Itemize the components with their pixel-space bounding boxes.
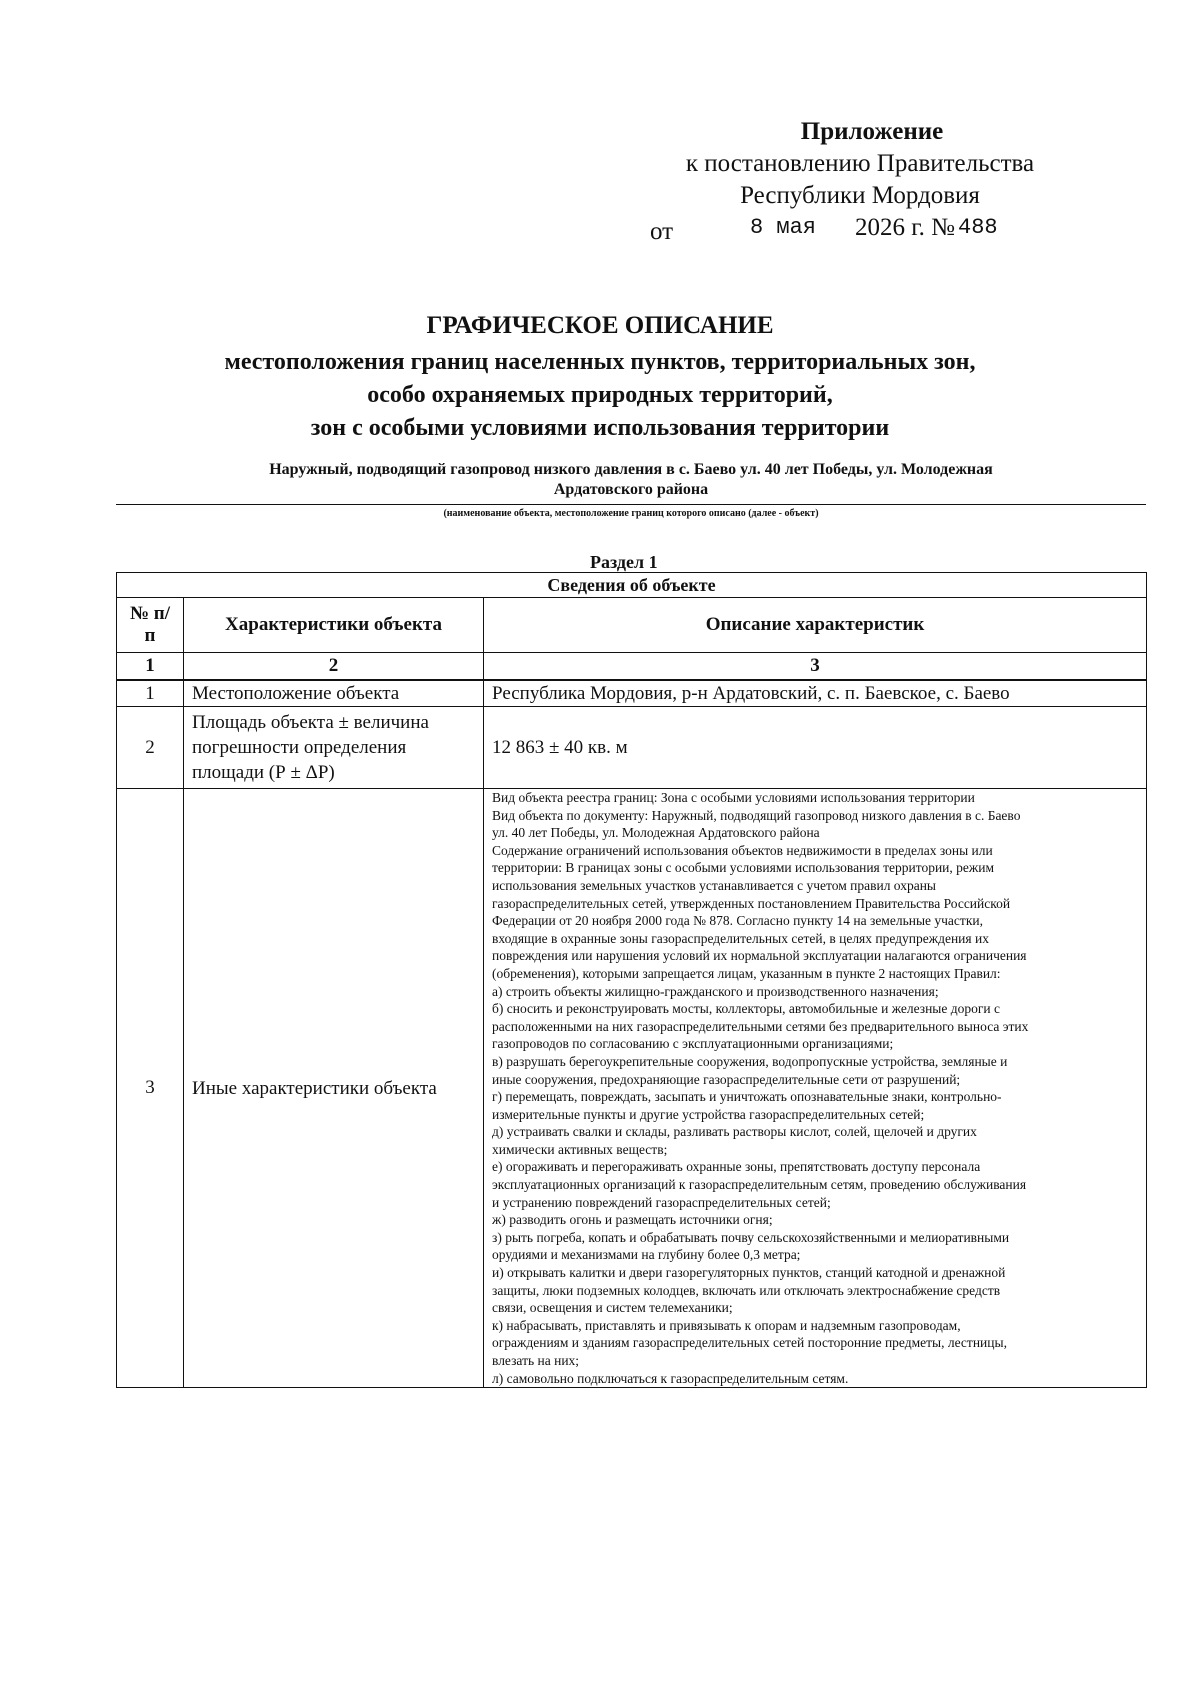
description-line: влезать на них;: [492, 1353, 580, 1368]
description-line: химически активных веществ;: [492, 1141, 668, 1157]
header-characteristic: Характеристики объекта: [184, 598, 484, 653]
row-number: 3: [117, 789, 184, 1388]
description-line: в) разрушать берегоукрепительные сооружения, водопропускные устройства, земляные и: [492, 1053, 1008, 1069]
description-line: использования земельных участков устанавливается с учетом правил охраны: [492, 877, 937, 893]
document-number: 488: [958, 215, 998, 240]
description-line: Вид объекта реестра границ: Зона с особыми условиями использования территории: [492, 790, 975, 805]
description-line: б) сносить и реконструировать мосты, коллекторы, автомобильные и железные дороги с: [492, 1001, 1000, 1017]
date-day-month: 8 мая: [750, 215, 817, 240]
description-line: иные сооружения, предохраняющие газораспределительные сети от разрушений;: [492, 1071, 961, 1087]
row-number: 1: [117, 681, 184, 707]
attachment-line-2: Республики Мордовия: [740, 182, 980, 209]
date-prefix: от: [650, 218, 674, 245]
description-line: входящие в охранные зоны газораспределительных сетей, в целях предупреждения их: [492, 930, 989, 946]
object-name-line: Наружный, подводящий газопровод низкого давления в с. Баево ул. 40 лет Победы, ул. Молодежная: [269, 461, 993, 478]
table-header-row: [117, 598, 1147, 653]
document-title: ГРАФИЧЕСКОЕ ОПИСАНИЕ: [426, 312, 774, 339]
object-name-underline: [116, 504, 1146, 505]
row-description-long: [484, 789, 1147, 1388]
attachment-line-1: к постановлению Правительства: [685, 150, 1035, 177]
description-line: территории: В границах зоны с особыми условиями использования территории, режим: [492, 860, 994, 876]
row-characteristic: Иные характеристики объекта: [184, 789, 484, 1388]
row-description: 12 863 ± 40 кв. м: [484, 707, 1147, 789]
description-line: л) самовольно подключаться к газораспределительным сетям.: [492, 1370, 849, 1386]
description-line: связи, освещения и систем телемеханики;: [492, 1300, 733, 1316]
date-year: 2026 г. №: [855, 214, 956, 241]
row-number: 2: [117, 707, 184, 789]
row-characteristic: Местоположение объекта: [184, 681, 484, 707]
description-line: газораспределительных сетей, утвержденных постановлением Правительства Российской: [492, 895, 1011, 911]
description-line: эксплуатационных организаций к газораспределительным сетям, проведению обслуживания: [492, 1177, 1027, 1193]
description-line: и) открывать калитки и двери газорегуляторных пунктов, станций катодной и дренажной: [492, 1265, 1006, 1281]
table-row: [117, 681, 1147, 707]
description-line: Содержание ограничений использования объектов недвижимости в пределах зоны или: [492, 842, 993, 858]
column-number: 2: [184, 653, 484, 680]
document-subtitle: [0, 346, 1200, 445]
description-line: ж) разводить огонь и размещать источники огня;: [492, 1212, 773, 1228]
description-line: защиты, люки подземных колодцев, включать или отключать электроснабжение средств: [492, 1282, 1001, 1298]
description-line: д) устраивать свалки и склады, разливать растворы кислот, солей, щелочей и других: [492, 1124, 977, 1140]
attachment-date-line: [600, 212, 1120, 246]
table-row: [117, 707, 1147, 789]
attachment-block: [600, 116, 1120, 246]
description-line: з) рыть погреба, копать и обрабатывать почву сельскохозяйственными и мелиоративными: [492, 1229, 1010, 1245]
subtitle-line: местоположения границ населенных пунктов, территориальных зон,: [224, 349, 976, 375]
description-line: г) перемещать, повреждать, засыпать и уничтожать опознавательные знаки, контрольно-: [492, 1089, 1002, 1105]
object-name: [116, 460, 1146, 500]
table-caption: Сведения об объекте: [117, 573, 1147, 598]
table-row: [117, 789, 1147, 1388]
object-caption: (наименование объекта, местоположение границ которого описано (далее - объект): [443, 508, 819, 519]
row-description: Республика Мордовия, р-н Ардатовский, с. п. Баевское, с. Баево: [484, 681, 1147, 707]
column-number-row: [117, 653, 1147, 680]
section-title: Раздел 1: [590, 552, 658, 572]
subtitle-line: особо охраняемых природных территорий,: [367, 382, 833, 408]
description-line: и устранению повреждений газораспределительных сетей;: [492, 1194, 831, 1210]
description-line: ул. 40 лет Победы, ул. Молодежная Ардатовского района: [492, 825, 820, 841]
object-info-table: [116, 572, 1147, 1388]
column-number: 3: [484, 653, 1147, 680]
header-description: Описание характеристик: [484, 598, 1147, 653]
description-line: расположенными на них газораспределительными сетями без предварительного выноса этих: [492, 1018, 1029, 1034]
description-line: измерительные пункты и другие устройства газораспределительных сетей;: [492, 1106, 925, 1122]
attachment-heading: Приложение: [800, 118, 944, 145]
description-line: Федерации от 20 ноября 2000 года № 878. Согласно пункту 14 на земельные участки,: [492, 913, 983, 929]
row-characteristic: Площадь объекта ± величина погрешности определения площади (Р ± ΔР): [184, 707, 484, 789]
description-line: Вид объекта по документу: Наружный, подводящий газопровод низкого давления в с. Баево: [492, 807, 1021, 823]
description-line: повреждения или нарушения условий их нормальной эксплуатации налагаются ограничения: [492, 948, 1027, 964]
object-name-line: Ардатовского района: [553, 481, 709, 498]
description-line: е) огораживать и перегораживать охранные зоны, препятствовать доступу персонала: [492, 1159, 981, 1175]
description-line: ограждениям и зданиям газораспределительных сетей посторонние предметы, лестницы,: [492, 1335, 1007, 1351]
description-line: а) строить объекты жилищно-гражданского и производственного назначения;: [492, 983, 939, 999]
description-line: (обременения), которыми запрещается лицам, указанным в пункте 2 настоящих Правил:: [492, 965, 1001, 981]
column-number: 1: [117, 653, 184, 680]
description-line: к) набрасывать, приставлять и привязывать к опорам и надземным газопроводам,: [492, 1317, 961, 1333]
subtitle-line: зон с особыми условиями использования территории: [310, 415, 890, 441]
header-number: № п/п: [117, 598, 184, 653]
description-line: орудиями и механизмами на глубину более 0,3 метра;: [492, 1247, 801, 1263]
description-line: газопроводов по согласованию с эксплуатационными организациями;: [492, 1036, 894, 1052]
